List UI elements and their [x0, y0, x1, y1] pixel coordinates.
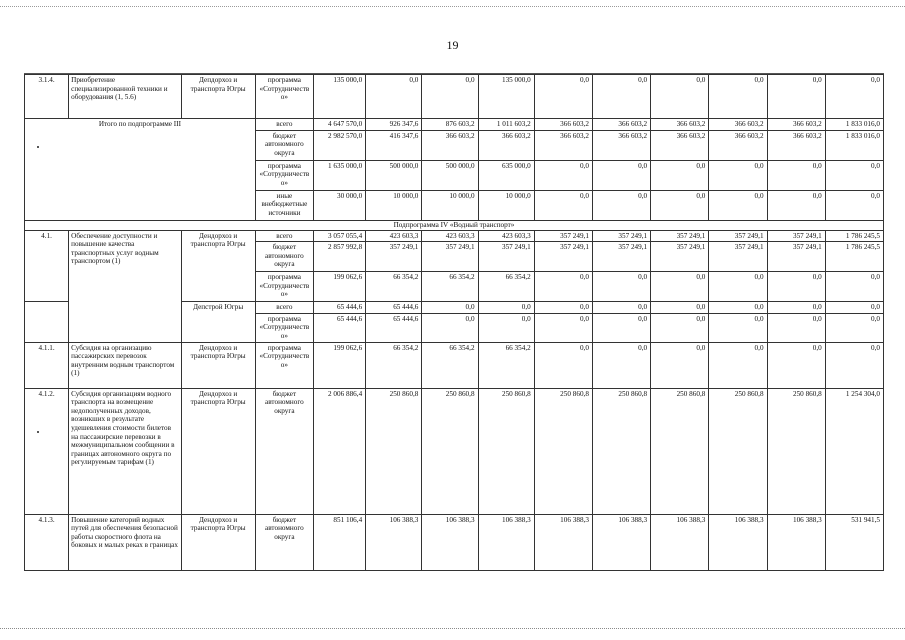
amount: 531 941,5 — [825, 514, 883, 570]
amount: 66 354,2 — [366, 272, 422, 302]
subtotal-title: Итого по подпрограмме III — [25, 119, 256, 221]
funding-source: программа «Сотрудничество» — [255, 313, 313, 342]
table-row — [25, 119, 884, 131]
amount: 357 249,1 — [366, 242, 422, 272]
funding-source: всего — [255, 119, 313, 131]
amount: 357 249,1 — [709, 242, 767, 272]
amount: 0,0 — [651, 272, 709, 302]
amount: 423 603,3 — [366, 230, 422, 242]
amount: 357 249,1 — [422, 242, 478, 272]
bottom-scan-edge — [0, 628, 905, 630]
amount: 0,0 — [534, 272, 592, 302]
amount: 135 000,0 — [478, 75, 534, 119]
amount: 0,0 — [709, 190, 767, 220]
row-number: 4.1. — [25, 230, 69, 302]
measure-name: Приобретение специализированной техники и оборудования (1, 5.6) — [69, 75, 181, 119]
scan-speck — [37, 146, 39, 148]
funding-source: бюджет автономного округа — [255, 242, 313, 272]
funding-source: программа «Сотрудничество» — [255, 75, 313, 119]
amount: 0,0 — [709, 342, 767, 388]
table-row — [25, 75, 884, 119]
amount: 635 000,0 — [478, 160, 534, 190]
amount: 0,0 — [592, 75, 650, 119]
amount: 366 603,2 — [709, 130, 767, 160]
amount: 366 603,2 — [422, 130, 478, 160]
measure-name: Субсидия организациям водного транспорта на возмещение недополученных доходов, возникших в результате удешевления стоимости билетов на пассажирские перевозки в межмуниципальном сообщении в границах автономного округа по регулируемым тарифам (1) — [69, 388, 181, 514]
amount: 0,0 — [651, 302, 709, 314]
amount: 0,0 — [709, 160, 767, 190]
amount: 366 603,2 — [534, 130, 592, 160]
amount: 66 354,2 — [478, 272, 534, 302]
amount: 851 106,4 — [313, 514, 365, 570]
amount: 0,0 — [422, 75, 478, 119]
amount: 357 249,1 — [534, 242, 592, 272]
amount: 106 388,3 — [366, 514, 422, 570]
measure-name: Повышение категорий водных путей для обеспечения безопасной работы скоростного флота на боковых и малых реках в границах — [69, 514, 181, 570]
amount: 500 000,0 — [366, 160, 422, 190]
amount: 0,0 — [651, 342, 709, 388]
amount: 0,0 — [825, 302, 883, 314]
amount: 65 444,6 — [313, 302, 365, 314]
amount: 0,0 — [709, 75, 767, 119]
amount: 0,0 — [651, 160, 709, 190]
amount: 66 354,2 — [478, 342, 534, 388]
amount: 0,0 — [478, 302, 534, 314]
funding-source: всего — [255, 230, 313, 242]
amount: 65 444,6 — [366, 302, 422, 314]
amount: 66 354,2 — [422, 272, 478, 302]
amount: 0,0 — [534, 190, 592, 220]
amount: 366 603,2 — [534, 119, 592, 131]
amount: 0,0 — [709, 272, 767, 302]
amount: 2 982 570,0 — [313, 130, 365, 160]
table-row — [25, 220, 884, 230]
amount: 0,0 — [767, 75, 825, 119]
table-row — [25, 230, 884, 242]
amount: 0,0 — [534, 342, 592, 388]
amount: 0,0 — [767, 160, 825, 190]
row-number: 3.1.4. — [25, 75, 69, 119]
amount: 0,0 — [767, 313, 825, 342]
table-row — [25, 342, 884, 388]
amount: 0,0 — [422, 313, 478, 342]
amount: 1 833 016,0 — [825, 130, 883, 160]
amount: 250 860,8 — [592, 388, 650, 514]
amount: 106 388,3 — [651, 514, 709, 570]
amount: 0,0 — [478, 313, 534, 342]
amount: 423 603,3 — [478, 230, 534, 242]
amount: 10 000,0 — [422, 190, 478, 220]
amount: 0,0 — [825, 272, 883, 302]
amount: 0,0 — [366, 75, 422, 119]
amount: 0,0 — [592, 190, 650, 220]
amount: 0,0 — [825, 342, 883, 388]
amount: 3 057 055,4 — [313, 230, 365, 242]
amount: 366 603,2 — [478, 130, 534, 160]
row-number: 4.1.1. — [25, 342, 69, 388]
amount: 423 603,3 — [422, 230, 478, 242]
budget-table — [24, 74, 884, 571]
funding-source: бюджет автономного округа — [255, 514, 313, 570]
amount: 0,0 — [534, 313, 592, 342]
amount: 106 388,3 — [709, 514, 767, 570]
row-number: 4.1.2. — [25, 388, 69, 514]
amount: 416 347,6 — [366, 130, 422, 160]
amount: 10 000,0 — [478, 190, 534, 220]
amount: 0,0 — [767, 302, 825, 314]
amount: 2 006 886,4 — [313, 388, 365, 514]
amount: 0,0 — [767, 190, 825, 220]
executor: Дендорхоз и транспорта Югры — [181, 230, 255, 302]
amount: 357 249,1 — [651, 242, 709, 272]
scan-speck — [37, 431, 39, 433]
subprogram-heading: Подпрограмма IV «Водный транспорт» — [25, 220, 884, 230]
amount: 0,0 — [767, 342, 825, 388]
amount: 1 254 304,0 — [825, 388, 883, 514]
amount: 199 062,6 — [313, 272, 365, 302]
amount: 0,0 — [592, 302, 650, 314]
amount: 926 347,6 — [366, 119, 422, 131]
amount: 1 635 000,0 — [313, 160, 365, 190]
amount: 199 062,6 — [313, 342, 365, 388]
amount: 30 000,0 — [313, 190, 365, 220]
funding-source: всего — [255, 302, 313, 314]
amount: 10 000,0 — [366, 190, 422, 220]
amount: 135 000,0 — [313, 75, 365, 119]
amount: 0,0 — [534, 302, 592, 314]
row-number: 4.1.3. — [25, 514, 69, 570]
amount: 106 388,3 — [767, 514, 825, 570]
amount: 0,0 — [825, 190, 883, 220]
amount: 357 249,1 — [709, 230, 767, 242]
amount: 0,0 — [592, 342, 650, 388]
top-scan-edge — [0, 6, 905, 8]
amount: 0,0 — [592, 272, 650, 302]
amount: 0,0 — [592, 160, 650, 190]
amount: 366 603,2 — [592, 130, 650, 160]
amount: 65 444,6 — [313, 313, 365, 342]
amount: 0,0 — [709, 302, 767, 314]
amount: 366 603,2 — [767, 130, 825, 160]
amount: 0,0 — [767, 272, 825, 302]
amount: 106 388,3 — [534, 514, 592, 570]
amount: 0,0 — [592, 313, 650, 342]
amount: 65 444,6 — [366, 313, 422, 342]
amount: 4 647 570,0 — [313, 119, 365, 131]
funding-source: бюджет автономного округа — [255, 130, 313, 160]
amount: 357 249,1 — [651, 230, 709, 242]
amount: 250 860,8 — [478, 388, 534, 514]
funding-source: бюджет автономного округа — [255, 388, 313, 514]
amount: 357 249,1 — [478, 242, 534, 272]
amount: 0,0 — [651, 75, 709, 119]
amount: 0,0 — [651, 313, 709, 342]
measure-name: Обеспечение доступности и повышение качества транспортных услуг водным транспортом (1) — [69, 230, 181, 342]
page-number: 19 — [446, 38, 459, 52]
amount: 366 603,2 — [592, 119, 650, 131]
amount: 357 249,1 — [534, 230, 592, 242]
amount: 106 388,3 — [478, 514, 534, 570]
amount: 1 011 603,2 — [478, 119, 534, 131]
amount: 357 249,1 — [767, 230, 825, 242]
amount: 1 786 245,5 — [825, 230, 883, 242]
amount: 0,0 — [534, 75, 592, 119]
row-number-empty — [25, 302, 69, 342]
table-row — [25, 514, 884, 570]
amount: 106 388,3 — [422, 514, 478, 570]
executor: Дендорхоз и транспорта Югры — [181, 388, 255, 514]
amount: 0,0 — [422, 302, 478, 314]
amount: 66 354,2 — [366, 342, 422, 388]
amount: 250 860,8 — [422, 388, 478, 514]
amount: 357 249,1 — [592, 230, 650, 242]
amount: 1 786 245,5 — [825, 242, 883, 272]
amount: 250 860,8 — [366, 388, 422, 514]
amount: 0,0 — [825, 160, 883, 190]
amount: 250 860,8 — [534, 388, 592, 514]
amount: 250 860,8 — [709, 388, 767, 514]
amount: 366 603,2 — [651, 119, 709, 131]
funding-source: иные внебюджетные источники — [255, 190, 313, 220]
amount: 0,0 — [825, 313, 883, 342]
funding-source: программа «Сотрудничество» — [255, 342, 313, 388]
amount: 0,0 — [534, 160, 592, 190]
amount: 366 603,2 — [767, 119, 825, 131]
funding-source: программа «Сотрудничество» — [255, 272, 313, 302]
amount: 106 388,3 — [592, 514, 650, 570]
amount: 250 860,8 — [767, 388, 825, 514]
table-row — [25, 388, 884, 514]
measure-name: Субсидия на организацию пассажирских перевозок внутренним водным транспортом (1) — [69, 342, 181, 388]
amount: 1 833 016,0 — [825, 119, 883, 131]
amount: 0,0 — [709, 313, 767, 342]
amount: 357 249,1 — [767, 242, 825, 272]
amount: 0,0 — [825, 75, 883, 119]
amount: 66 354,2 — [422, 342, 478, 388]
amount: 0,0 — [651, 190, 709, 220]
amount: 357 249,1 — [592, 242, 650, 272]
amount: 500 000,0 — [422, 160, 478, 190]
amount: 366 603,2 — [651, 130, 709, 160]
executor: Дендорхоз и транспорта Югры — [181, 342, 255, 388]
executor: Депстрой Югры — [181, 302, 255, 342]
amount: 876 603,2 — [422, 119, 478, 131]
amount: 250 860,8 — [651, 388, 709, 514]
amount: 366 603,2 — [709, 119, 767, 131]
amount: 2 857 992,8 — [313, 242, 365, 272]
funding-source: программа «Сотрудничество» — [255, 160, 313, 190]
executor: Депдорхоз и транспорта Югры — [181, 75, 255, 119]
executor: Дендорхоз и транспорта Югры — [181, 514, 255, 570]
